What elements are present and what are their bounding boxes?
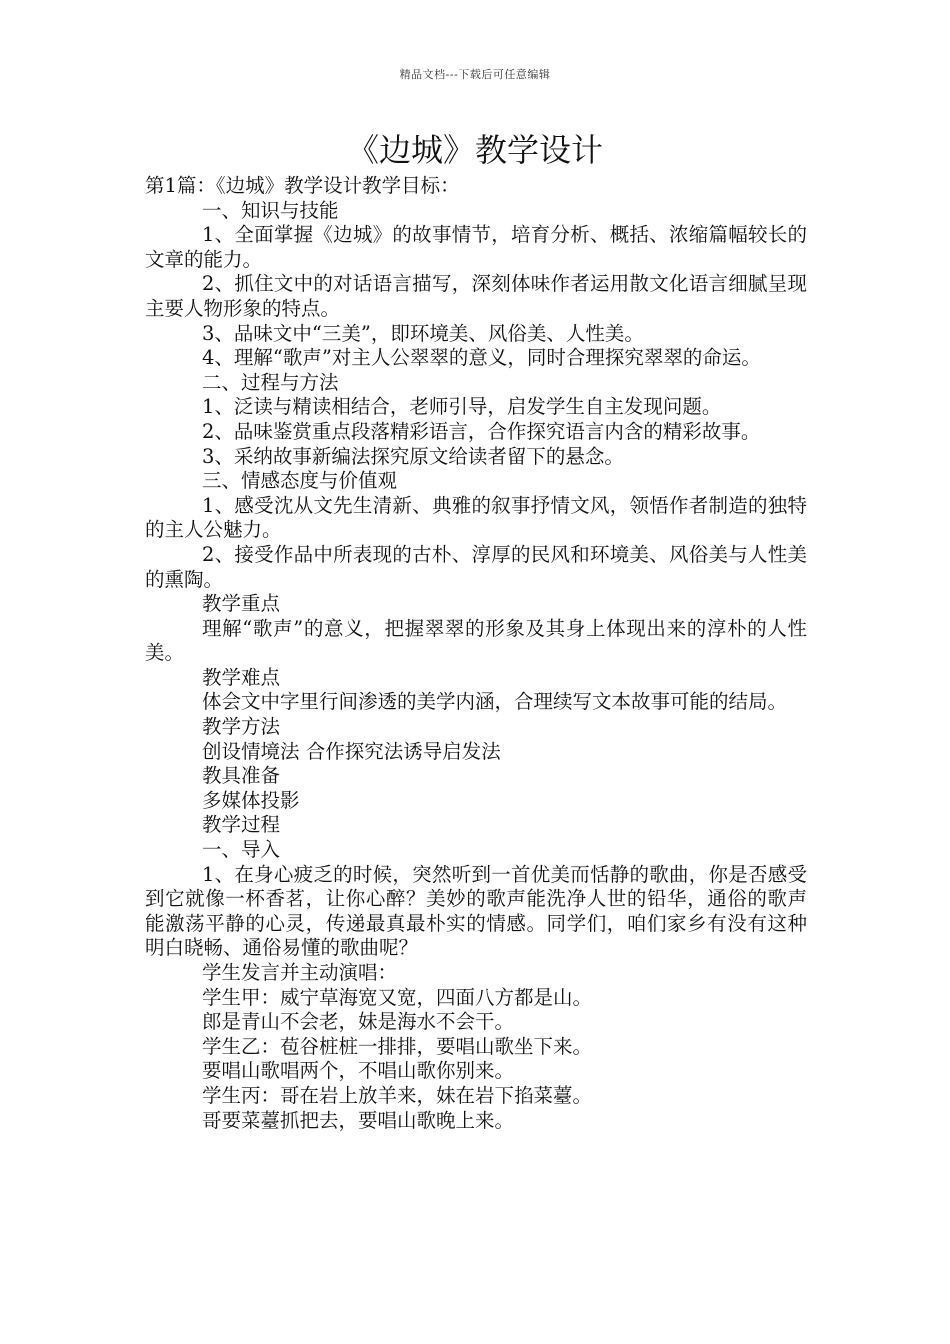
- paragraph: 2、接受作品中所表现的古朴、淳厚的民风和环境美、风俗美与人性美的熏陶。: [145, 542, 807, 591]
- paragraph: 2、抓住文中的对话语言描写，深刻体味作者运用散文化语言细腻呈现主要人物形象的特点。: [145, 272, 807, 320]
- paragraph: 3、采纳故事新编法探究原文给读者留下的悬念。: [202, 444, 624, 468]
- paragraph: 一、导入: [202, 838, 281, 862]
- paragraph: 1、感受沈从文先生清新、典雅的叙事抒情文风，领悟作者制造的独特的主人公魅力。: [145, 493, 807, 542]
- paragraph: 学生发言并主动演唱：: [202, 961, 398, 984]
- paragraph: 4、理解“歌声”对主人公翠翠的意义，同时合理探究翠翠的命运。: [202, 346, 761, 370]
- paragraph: 理解“歌声”的意义，把握翠翠的形象及其身上体现出来的淳朴的人性美。: [145, 616, 807, 665]
- paragraph-section-heading: 第1篇：《边城》教学设计教学目标：: [145, 174, 460, 197]
- paragraph: 体会文中字里行间渗透的美学内涵，合理续写文本故事可能的结局。: [202, 690, 788, 714]
- paragraph: 1、在身心疲乏的时候，突然听到一首优美而恬静的歌曲，你是否感受到它就像一杯香茗，让你心醉？美妙的歌声能洗净人世的铅华，通俗的歌声能激荡平静的心灵，传递最真最朴实的情感。同学们，咱们家乡有没有这种明白晓畅、通俗易懂的歌曲呢？: [145, 862, 807, 960]
- paragraph: 教学方法: [202, 715, 281, 739]
- document-body: [145, 174, 807, 1133]
- page-header-note: 精品文档---下载后可任意编辑: [399, 68, 551, 81]
- paragraph: 学生甲：威宁草海宽又宽，四面八方都是山。: [202, 985, 593, 1009]
- paragraph: 郎是青山不会老，妹是海水不会干。: [202, 1010, 515, 1034]
- paragraph: 哥要菜薹抓把去，要唱山歌晚上来。: [202, 1108, 515, 1132]
- paragraph: 要唱山歌唱两个，不唱山歌你别来。: [202, 1059, 515, 1083]
- paragraph: 教学过程: [202, 813, 281, 837]
- paragraph: 一、知识与技能: [202, 198, 339, 222]
- paragraph: 三、情感态度与价值观: [202, 469, 398, 493]
- paragraph: 3、品味文中“三美”，即环境美、风俗美、人性美。: [202, 321, 644, 345]
- paragraph: 学生丙：哥在岩上放羊来，妹在岩下掐菜薹。: [202, 1083, 593, 1107]
- paragraph: 创设情境法 合作探究法诱导启发法: [202, 739, 501, 763]
- paragraph: 教学重点: [202, 592, 281, 616]
- paragraph: 教学难点: [202, 665, 281, 689]
- paragraph: 教具准备: [202, 764, 281, 788]
- paragraph: 二、过程与方法: [202, 370, 339, 394]
- paragraph: 多媒体投影: [202, 788, 300, 812]
- paragraph: 1、全面掌握《边城》的故事情节，培育分析、概括、浓缩篇幅较长的文章的能力。: [145, 223, 807, 271]
- paragraph: 1、泛读与精读相结合，老师引导，启发学生自主发现问题。: [202, 395, 722, 419]
- document-title: 《边城》教学设计: [346, 131, 603, 169]
- paragraph: 学生乙：苞谷桩桩一排排，要唱山歌坐下来。: [202, 1034, 593, 1058]
- paragraph: 2、品味鉴赏重点段落精彩语言，合作探究语言内含的精彩故事。: [202, 419, 761, 443]
